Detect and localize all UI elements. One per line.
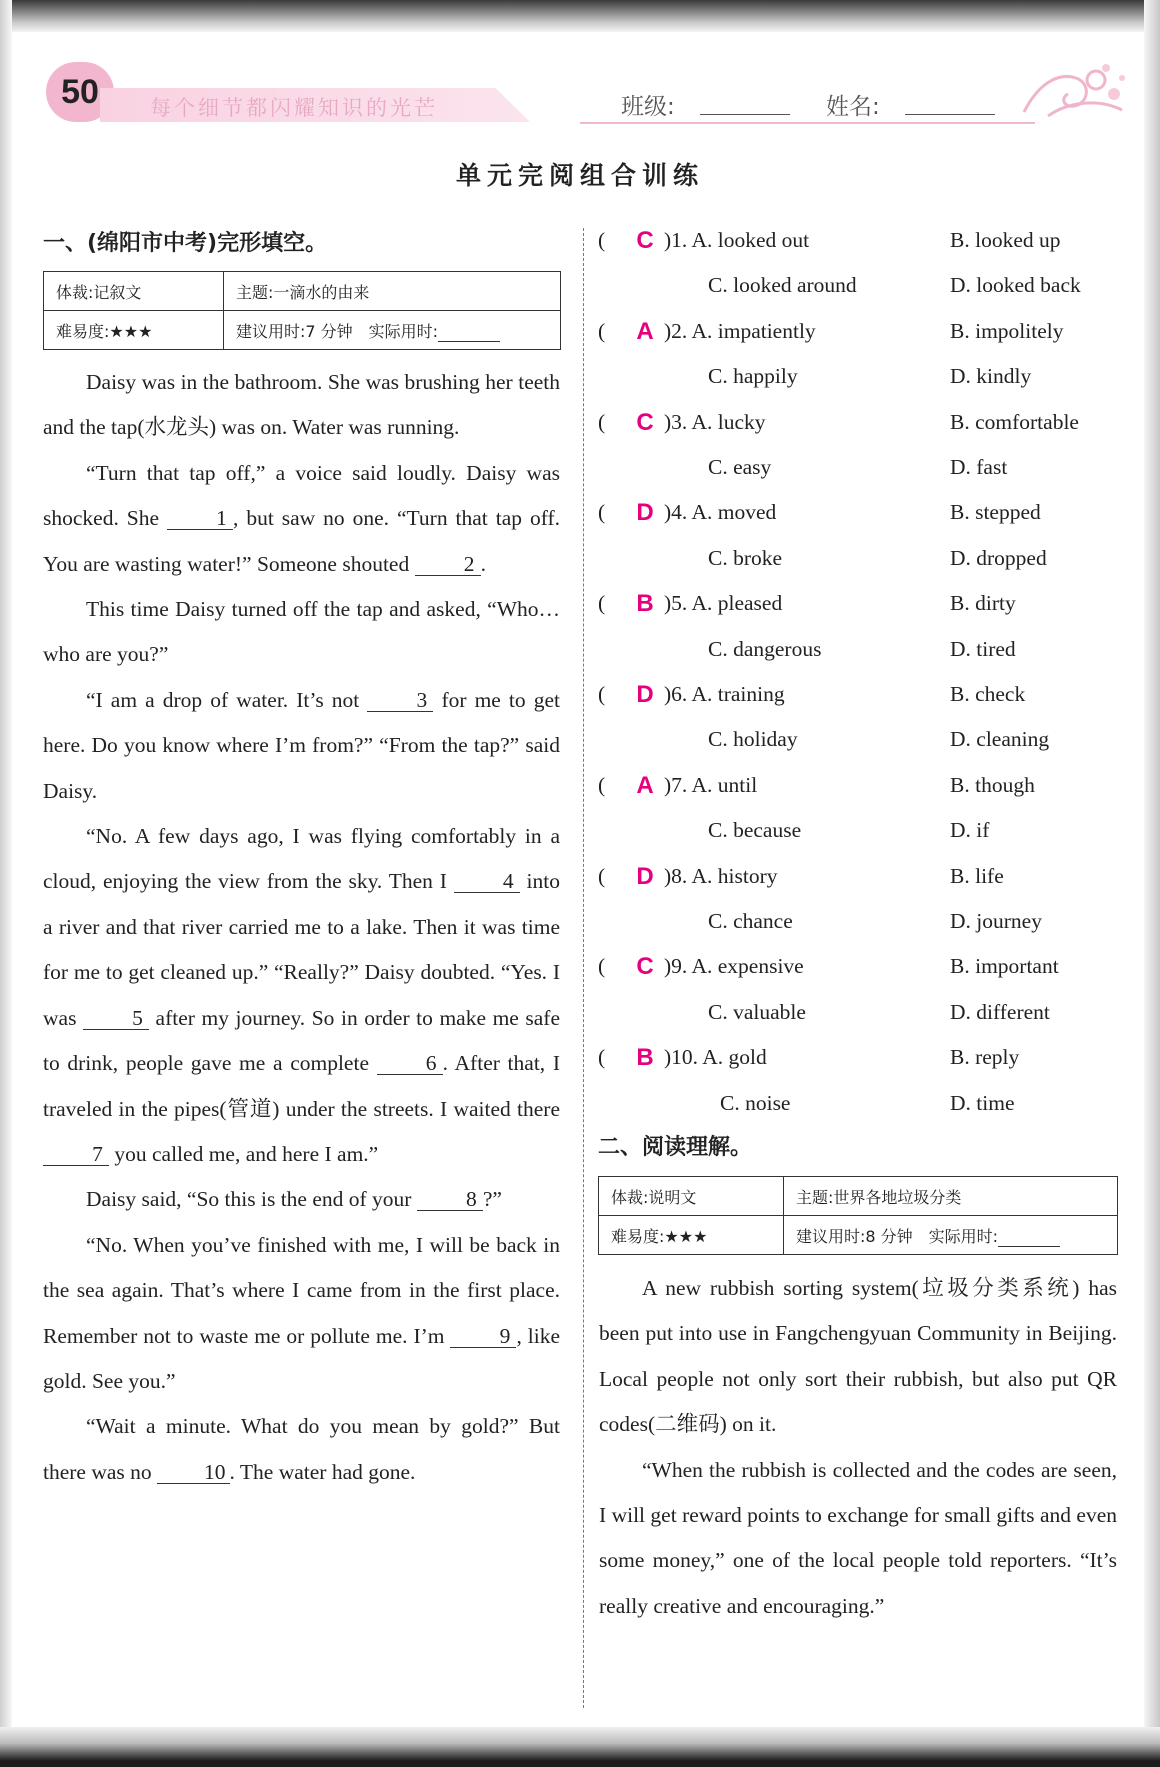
reading-passage	[599, 1266, 1117, 1629]
actual-time-blank	[438, 323, 500, 342]
section2-time-cell	[784, 1216, 1118, 1255]
option-c: C. looked around	[708, 273, 857, 298]
section1-time-cell	[224, 311, 561, 350]
paren-open: (	[598, 409, 606, 434]
header-rule	[580, 122, 1035, 124]
option-b: B. comfortable	[950, 409, 1079, 434]
section1-genre: 体裁:记叙文	[44, 272, 224, 311]
name-label: 姓名:	[826, 94, 880, 120]
scan-edge-top	[0, 0, 1160, 32]
option-c: C. noise	[720, 1090, 791, 1115]
blank-9: 9	[450, 1325, 516, 1348]
option-c: C. because	[708, 818, 802, 843]
class-blank	[700, 114, 790, 115]
section2-genre: 体裁:说明文	[599, 1177, 784, 1216]
section1-title: 一、(绵阳市中考)完形填空。	[43, 231, 328, 256]
option-d: D. time	[950, 1090, 1015, 1115]
question-row	[598, 309, 1118, 354]
section2-topic: 主题:世界各地垃圾分类	[784, 1177, 1118, 1216]
question-row	[598, 400, 1118, 445]
option-c: C. holiday	[708, 727, 798, 752]
column-divider	[583, 228, 584, 1708]
blank-2: 2	[415, 553, 481, 576]
answer-letter: D	[636, 681, 654, 708]
option-b: B. dirty	[950, 591, 1016, 616]
question-row-options	[598, 536, 1118, 581]
blank-6: 6	[377, 1052, 443, 1075]
answer-letter: D	[636, 499, 654, 527]
option-d: D. if	[950, 818, 990, 843]
question-row	[598, 581, 1118, 626]
option-d: D. dropped	[950, 545, 1047, 570]
option-a: )9. A. expensive	[664, 954, 804, 979]
answer-letter: D	[636, 862, 654, 890]
passage-paragraph: A new rubbish sorting system(垃圾分类系统) has been put into use in Fangchengyuan Community in Beijing. Local people not only sort their rubbish, but also put QR codes(二维码) on it.	[599, 1276, 1117, 1437]
question-row-options	[598, 808, 1118, 853]
paren-open: (	[598, 1045, 606, 1070]
paren-open: (	[598, 228, 606, 252]
answer-letter: A	[636, 317, 654, 345]
blank-5: 5	[83, 1007, 149, 1030]
option-b: B. though	[950, 772, 1035, 797]
option-c: C. easy	[708, 455, 772, 479]
paren-open: (	[598, 863, 606, 888]
answer-letter: A	[636, 771, 654, 799]
page-number: 50	[46, 62, 114, 122]
passage-paragraph: “Wait a minute. What do you mean by gold?” But there was no 10 . The water had gone.	[43, 1414, 560, 1484]
blank-1: 1	[167, 507, 233, 530]
paren-open: (	[598, 954, 606, 979]
blank-4: 4	[454, 870, 520, 893]
answer-letter: B	[636, 1044, 654, 1072]
option-b: B. stepped	[950, 500, 1041, 525]
option-c: C. chance	[708, 909, 793, 933]
passage-paragraph: “I am a drop of water. It’s not 3 for me to get here. Do you know where I’m from?” “From the tap?” said Daisy.	[43, 687, 561, 803]
passage-paragraph: “Turn that tap off,” a voice said loudly. Daisy was shocked. She 1 , but saw no one. “Turn that tap off. You are wasting water!” Someone shouted 2 .	[43, 460, 561, 576]
passage-paragraph: Daisy was in the bathroom. She was brushing her teeth and the tap(水龙头) was on. Water was running.	[43, 370, 560, 440]
section1-info-table	[43, 271, 561, 350]
option-d: D. kindly	[950, 364, 1032, 389]
option-b: B. check	[950, 682, 1026, 706]
option-b: B. life	[950, 863, 1004, 888]
question-row	[598, 490, 1118, 535]
option-d: D. looked back	[950, 273, 1081, 298]
paren-open: (	[598, 682, 606, 706]
option-a: )8. A. history	[664, 863, 778, 888]
option-d: D. different	[950, 999, 1050, 1024]
actual-time-blank	[998, 1228, 1060, 1247]
option-a: )2. A. impatiently	[664, 318, 816, 343]
question-row-options	[598, 990, 1118, 1035]
passage-paragraph: Daisy said, “So this is the end of your 8 ?”	[86, 1187, 502, 1212]
section1-difficulty: 难易度:★★★	[44, 311, 224, 350]
answer-letter: C	[636, 227, 654, 254]
question-row-options	[598, 717, 1118, 762]
option-a: )7. A. until	[664, 772, 758, 797]
option-c: C. broke	[708, 545, 783, 570]
passage-paragraph: “No. A few days ago, I was flying comfortably in a cloud, enjoying the view from the sky. Then I 4 into a river and that river carried me to a lake. Then it was time for me to get cleaned up.” “Really?” Daisy doubted. “Yes. I was 5 after my journey. So in order to make me safe to drink, people gave me a complete 6 . After that, I traveled in the pipes(管道) under the streets. I waited there 7 you called me, and here I am.”	[43, 824, 561, 1166]
question-row	[598, 672, 1118, 717]
question-row	[598, 1035, 1118, 1080]
option-d: D. cleaning	[950, 727, 1050, 752]
option-d: D. journey	[950, 909, 1042, 933]
question-row	[598, 854, 1118, 899]
class-label: 班级:	[621, 94, 675, 120]
paren-open: (	[598, 318, 606, 343]
paren-open: (	[598, 591, 606, 616]
question-row-options	[598, 627, 1118, 672]
option-a: )5. A. pleased	[664, 591, 783, 616]
option-c: C. happily	[708, 364, 798, 389]
question-row	[598, 763, 1118, 808]
option-b: B. looked up	[950, 228, 1061, 252]
scan-edge-right	[1144, 0, 1160, 1767]
question-row-options	[598, 899, 1118, 944]
blank-8: 8	[417, 1188, 483, 1211]
option-c: C. valuable	[708, 999, 806, 1024]
section2-title: 二、阅读理解。	[598, 1135, 753, 1160]
question-row	[598, 218, 1118, 263]
section1-topic: 主题:一滴水的由来	[224, 272, 561, 311]
section2-time: 建议用时:8 分钟 实际用时:	[796, 1226, 999, 1246]
option-d: D. tired	[950, 636, 1016, 661]
option-a: )6. A. training	[664, 682, 785, 706]
unit-title: 单元完阅组合训练	[455, 161, 704, 190]
passage-paragraph: This time Daisy turned off the tap and asked, “Who… who are you?”	[43, 597, 560, 667]
section2-difficulty: 难易度:★★★	[599, 1216, 784, 1255]
question-row-options	[598, 263, 1118, 308]
answer-letter: C	[636, 953, 654, 981]
answer-letter: C	[636, 408, 654, 436]
option-b: B. important	[950, 954, 1059, 979]
question-row	[598, 944, 1118, 989]
floral-decoration-icon	[1018, 54, 1130, 126]
answer-letter: B	[636, 590, 654, 618]
section1-time: 建议用时:7 分钟 实际用时:	[236, 321, 439, 341]
scan-edge-left	[0, 0, 12, 1767]
option-b: B. reply	[950, 1045, 1020, 1070]
name-blank	[905, 114, 995, 115]
question-row-options	[598, 445, 1118, 490]
scan-edge-bottom	[0, 1727, 1160, 1767]
option-d: D. fast	[950, 455, 1008, 479]
option-b: B. impolitely	[950, 318, 1064, 343]
blank-7: 7	[43, 1143, 109, 1166]
blank-3: 3	[367, 689, 433, 712]
slogan: 每个细节都闪耀知识的光芒	[150, 96, 438, 120]
option-a: )3. A. lucky	[664, 409, 766, 434]
paren-open: (	[598, 772, 606, 797]
blank-10: 10	[157, 1461, 230, 1484]
paren-open: (	[598, 500, 606, 525]
passage-paragraph: “When the rubbish is collected and the codes are seen, I will get reward points to exchange for small gifts and even some money,” one of the local people told reporters. “It’s really creative and encouraging.”	[599, 1457, 1117, 1618]
passage-paragraph: “No. When you’ve finished with me, I will be back in the sea again. That’s where I came from in the first place. Remember not to waste me or pollute me. I’m 9 , like gold. See you.”	[43, 1232, 561, 1393]
option-a: )1. A. looked out	[664, 228, 810, 252]
question-row-options	[598, 354, 1118, 399]
question-row-options	[598, 1081, 1118, 1126]
option-a: )10. A. gold	[664, 1045, 767, 1070]
option-a: )4. A. moved	[664, 500, 777, 525]
section2-info-table	[598, 1176, 1118, 1255]
option-c: C. dangerous	[708, 636, 822, 661]
cloze-passage	[43, 360, 560, 1495]
